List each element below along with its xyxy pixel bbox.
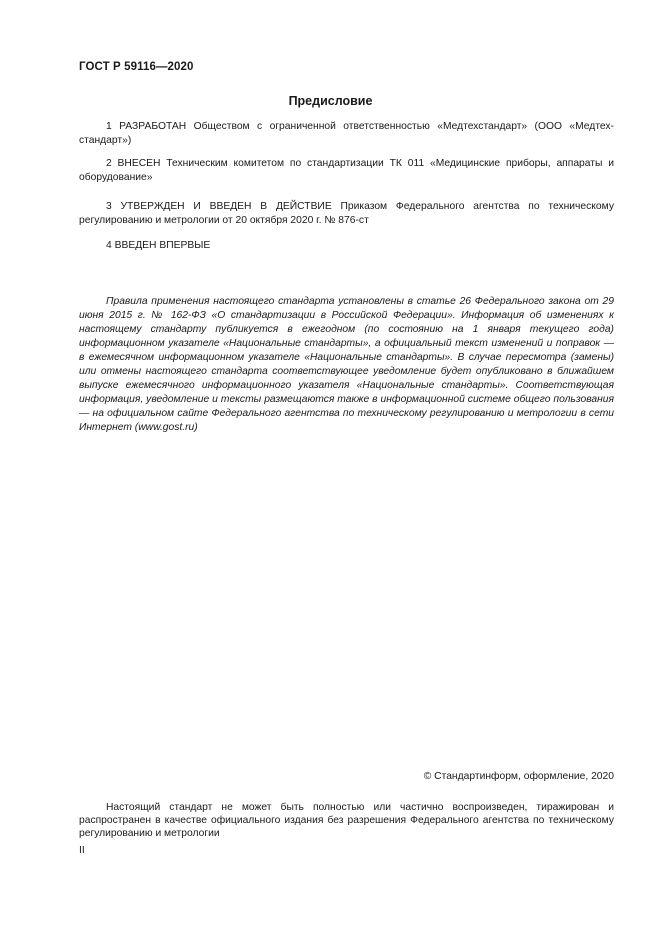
copyright-line: © Стандартинформ, оформление, 2020 (423, 771, 614, 782)
foreword-item-introduced-by: 2 ВНЕСЕН Техническим комитетом по стандартизации ТК 011 «Медицинские приборы, аппараты и оборудование» (79, 158, 614, 183)
reproduction-notice: Настоящий стандарт не может быть полностью или частично воспроизведен, тиражирован и распространен в качестве официального издания без разрешения Федерального агентства по техническому регулированию и метрологии (79, 802, 614, 840)
foreword-item-first-introduced: 4 ВВЕДЕН ВПЕРВЫЕ (106, 240, 211, 251)
foreword-item-developer: 1 РАЗРАБОТАН Обществом с ограниченной ответственностью «Медтехстандарт» (ООО «Медтех-стандарт») (79, 121, 614, 146)
application-rules-notice: Правила применения настоящего стандарта установлены в статье 26 Федерального закона от 29 июня 2015 г. № 162-ФЗ «О стандартизации в Российской Федерации». Информация об изменениях к настоящему стандарту публикуется в ежегодном (по состоянию на 1 января текущего года) информационном указателе «Национальные стандарты», а официальный текст изменений и поправок — в ежемесячном информационном указателе «Национальные стандарты». В случае пересмотра (замены) или отмены настоящего стандарта соответствующее уведомление будет опубликовано в ближайшем выпуске ежемесячного информационного указателя «Национальные стандарты». Соответствующая информация, уведомление и тексты размещаются также в информационной системе общего пользования — на официальном сайте Федерального агентства по техническому регулированию и метрологии в сети Интернет (www.gost.ru) (79, 296, 614, 433)
foreword-item-approval: 3 УТВЕРЖДЕН И ВВЕДЕН В ДЕЙСТВИЕ Приказом Федерального агентства по техническому регулированию и метрологии от 20 октября 2020 г. № 876-ст (79, 201, 614, 226)
section-title-foreword: Предисловие (288, 94, 373, 108)
document-header-standard-number: ГОСТ Р 59116—2020 (79, 61, 194, 73)
page-number: II (79, 845, 85, 856)
